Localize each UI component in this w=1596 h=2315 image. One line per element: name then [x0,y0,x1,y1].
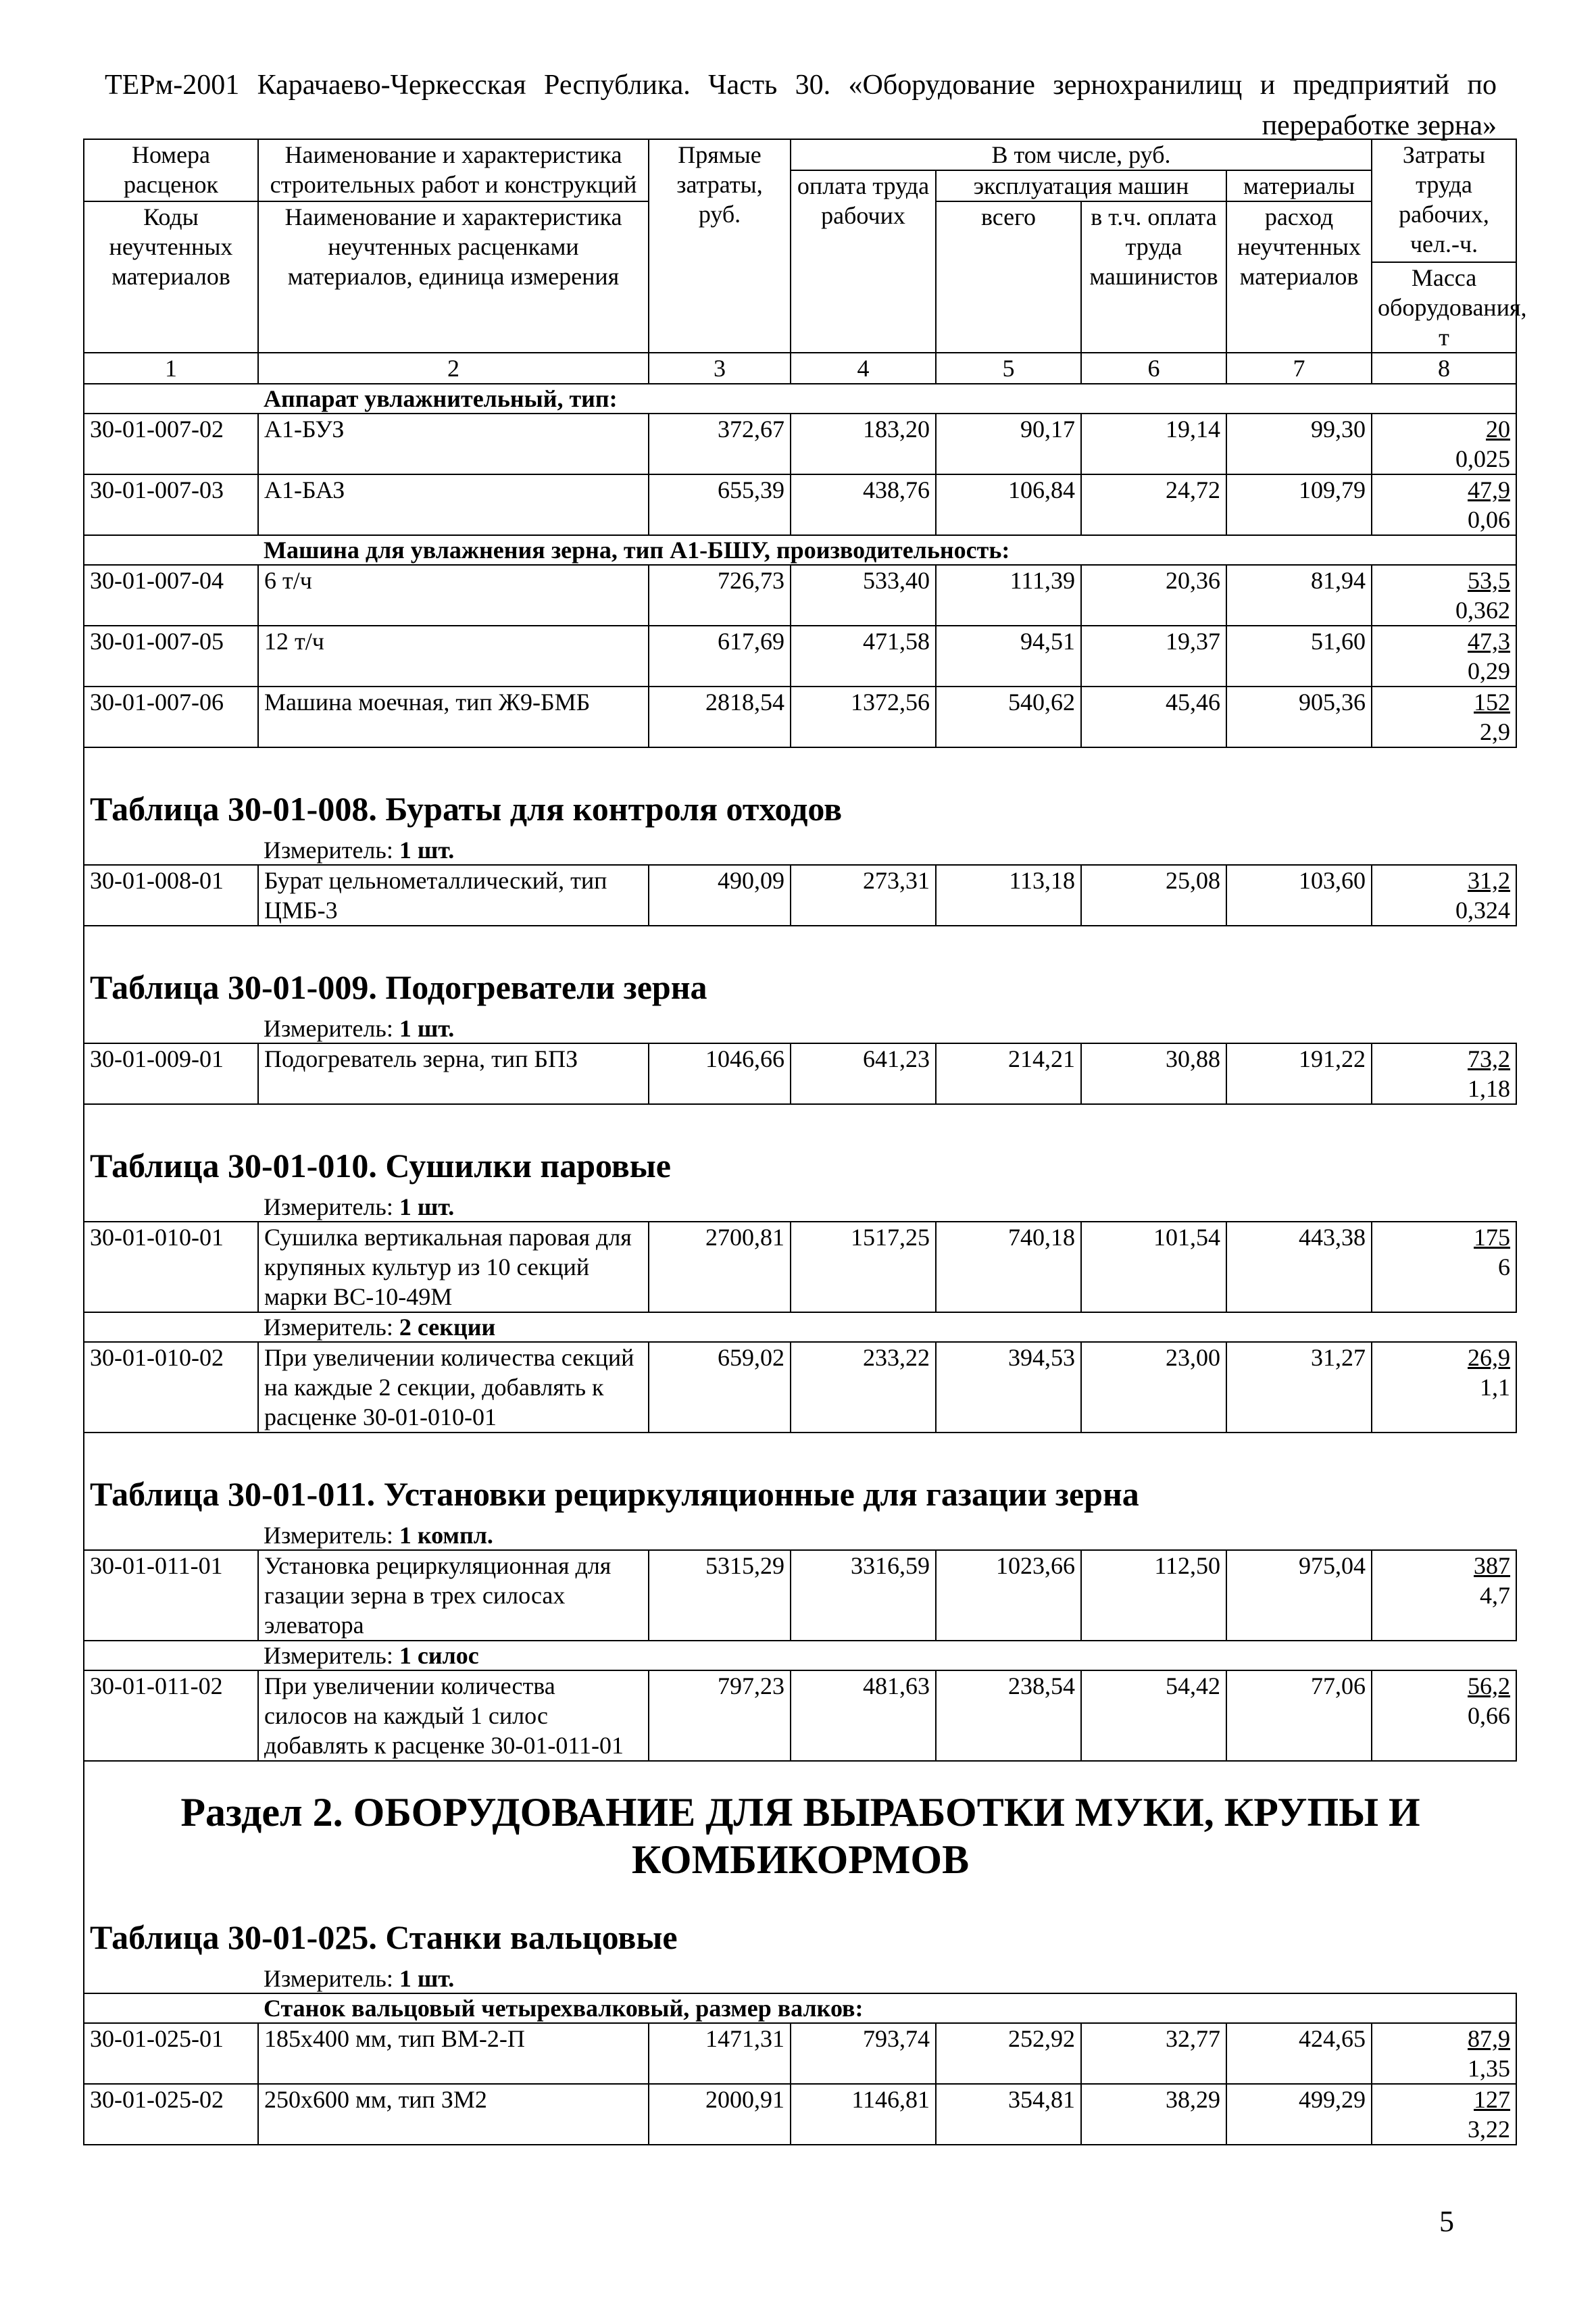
mass: 6 [1498,1253,1511,1280]
labor-pay: 183,20 [791,414,936,474]
operators-pay: 24,72 [1081,474,1226,535]
mass: 0,324 [1455,897,1511,924]
machines-total: 252,92 [936,2023,1081,2084]
table-row [84,2084,1516,2145]
header-labor-pay: оплата труда рабочих [791,170,936,353]
labor-mass [1372,1043,1516,1104]
table-title: Таблица 30-01-008. Бураты для контроля отходов [84,747,1516,836]
materials: 109,79 [1226,474,1372,535]
page-header: ТЕРм-2001 Карачаево-Черкесская Республика. Часть 30. «Оборудование зернохранилищ и предприятий по переработке зерна» [105,70,1497,141]
table-title: Таблица 30-01-025. Станки вальцовые [84,1897,1516,1964]
labor-mass [1372,1550,1516,1641]
direct-cost: 490,09 [649,865,791,926]
rates-table-wrapper [83,139,1527,2145]
operators-pay: 20,36 [1081,565,1226,626]
table-title: Таблица 30-01-009. Подогреватели зерна [84,926,1516,1014]
materials: 103,60 [1226,865,1372,926]
machines-total: 238,54 [936,1670,1081,1761]
direct-cost: 797,23 [649,1670,791,1761]
materials: 99,30 [1226,414,1372,474]
labor-mass [1372,2023,1516,2084]
col-number: 8 [1372,353,1516,384]
machines-total: 113,18 [936,865,1081,926]
table-row [84,565,1516,626]
measure-unit: Измеритель: 1 силос [264,1642,479,1669]
direct-cost: 1471,31 [649,2023,791,2084]
labor-hours: 31,2 [1468,867,1511,894]
labor-pay: 1517,25 [791,1222,936,1312]
labor-pay: 1146,81 [791,2084,936,2145]
operators-pay: 45,46 [1081,687,1226,747]
col-number: 3 [649,353,791,384]
mass: 3,22 [1468,2116,1511,2143]
materials: 191,22 [1226,1043,1372,1104]
rate-name: При увеличении количества секций на каждые 2 секции, добавлять к расценке 30-01-010-01 [258,1342,649,1433]
rate-name: 185х400 мм, тип ВМ-2-П [258,2023,649,2084]
table-row [84,2023,1516,2084]
mass: 0,025 [1455,445,1511,472]
materials: 905,36 [1226,687,1372,747]
col-number: 5 [936,353,1081,384]
labor-mass [1372,414,1516,474]
labor-hours: 127 [1474,2086,1511,2113]
operators-pay: 25,08 [1081,865,1226,926]
labor-mass [1372,626,1516,687]
table-row [84,687,1516,747]
materials: 77,06 [1226,1670,1372,1761]
table-row [84,1550,1516,1641]
mass: 0,66 [1468,1702,1511,1729]
materials: 81,94 [1226,565,1372,626]
header-materials: материалы [1226,170,1372,201]
direct-cost: 2000,91 [649,2084,791,2145]
operators-pay: 112,50 [1081,1550,1226,1641]
rate-name: 250х600 мм, тип ЗМ2 [258,2084,649,2145]
col-number: 1 [84,353,258,384]
rate-code: 30-01-025-01 [84,2023,258,2084]
materials: 443,38 [1226,1222,1372,1312]
header-material-codes: Коды неучтенных материалов [84,201,258,353]
mass: 0,06 [1468,506,1511,533]
mass: 4,7 [1480,1582,1511,1609]
machines-total: 740,18 [936,1222,1081,1312]
labor-hours: 56,2 [1468,1672,1511,1699]
labor-pay: 471,58 [791,626,936,687]
direct-cost: 1046,66 [649,1043,791,1104]
operators-pay: 19,37 [1081,626,1226,687]
table-row [84,474,1516,535]
labor-pay: 793,74 [791,2023,936,2084]
direct-cost: 372,67 [649,414,791,474]
labor-hours: 20 [1486,416,1511,443]
labor-mass [1372,565,1516,626]
rate-code: 30-01-008-01 [84,865,258,926]
mass: 0,29 [1468,657,1511,684]
machines-total: 106,84 [936,474,1081,535]
rate-name: Бурат цельнометаллический, тип ЦМБ-3 [258,865,649,926]
group-heading: Станок вальцовый четырехвалковый, размер валков: [258,1993,1516,2023]
rate-name: Сушилка вертикальная паровая для крупяных культур из 10 секций марки ВС-10-49М [258,1222,649,1312]
col-number: 2 [258,353,649,384]
direct-cost: 2700,81 [649,1222,791,1312]
labor-pay: 273,31 [791,865,936,926]
table-title: Таблица 30-01-010. Сушилки паровые [84,1104,1516,1193]
measure-unit: Измеритель: 1 шт. [264,1193,455,1220]
labor-hours: 47,3 [1468,628,1511,655]
labor-pay: 438,76 [791,474,936,535]
rate-name: Установка рециркуляционная для газации зерна в трех силосах элеватора [258,1550,649,1641]
materials: 51,60 [1226,626,1372,687]
operators-pay: 19,14 [1081,414,1226,474]
group-heading: Машина для увлажнения зерна, тип А1-БШУ, производительность: [258,535,1516,565]
direct-cost: 5315,29 [649,1550,791,1641]
header-machines: эксплуатация машин [936,170,1226,201]
rate-code: 30-01-007-06 [84,687,258,747]
rate-name: Подогреватель зерна, тип БПЗ [258,1043,649,1104]
labor-mass [1372,865,1516,926]
header-work-name: Наименование и характеристика строительных работ и конструкций [258,139,649,201]
table-row [84,1043,1516,1104]
mass: 1,35 [1468,2055,1511,2082]
rate-name: Машина моечная, тип Ж9-БМБ [258,687,649,747]
rate-code: 30-01-007-03 [84,474,258,535]
operators-pay: 30,88 [1081,1043,1226,1104]
rate-name: При увеличении количества силосов на каждый 1 силос добавлять к расценке 30-01-011-01 [258,1670,649,1761]
measure-unit: Измеритель: 1 компл. [264,1522,493,1549]
mass: 0,362 [1455,597,1511,624]
rate-code: 30-01-009-01 [84,1043,258,1104]
machines-total: 214,21 [936,1043,1081,1104]
labor-mass [1372,687,1516,747]
measure-unit: Измеритель: 1 шт. [264,1015,455,1042]
col-number: 6 [1081,353,1226,384]
direct-cost: 655,39 [649,474,791,535]
page-number: 5 [1439,2205,1454,2238]
labor-pay: 533,40 [791,565,936,626]
col-number: 7 [1226,353,1372,384]
header-materials-usage: расход неучтенных материалов [1226,201,1372,353]
labor-hours: 387 [1474,1552,1511,1579]
header-material-names: Наименование и характеристика неучтенных расценками материалов, единица измерения [258,201,649,353]
mass: 1,18 [1468,1075,1511,1102]
table-row [84,1670,1516,1761]
table-row [84,1342,1516,1433]
machines-total: 94,51 [936,626,1081,687]
rate-code: 30-01-011-01 [84,1550,258,1641]
labor-pay: 641,23 [791,1043,936,1104]
labor-pay: 1372,56 [791,687,936,747]
materials: 31,27 [1226,1342,1372,1433]
measure-unit: Измеритель: 2 секции [264,1314,496,1341]
header-labor-cost: Затраты труда рабочих, чел.-ч. [1372,139,1516,262]
operators-pay: 101,54 [1081,1222,1226,1312]
labor-mass [1372,474,1516,535]
col-number: 4 [791,353,936,384]
rate-code: 30-01-007-04 [84,565,258,626]
rate-code: 30-01-025-02 [84,2084,258,2145]
rate-name: А1-БУЗ [258,414,649,474]
labor-mass [1372,1342,1516,1433]
direct-cost: 659,02 [649,1342,791,1433]
operators-pay: 38,29 [1081,2084,1226,2145]
labor-hours: 152 [1474,689,1511,716]
rate-code: 30-01-011-02 [84,1670,258,1761]
measure-unit: Измеритель: 1 шт. [264,1965,455,1992]
header-including: В том числе, руб. [791,139,1372,170]
rate-name: А1-БАЗ [258,474,649,535]
group-heading: Аппарат увлажнительный, тип: [258,384,1516,414]
rates-table [83,139,1527,2145]
measure-unit: Измеритель: 1 шт. [264,837,455,864]
header-machines-total: всего [936,201,1081,353]
mass: 1,1 [1480,1374,1511,1401]
machines-total: 90,17 [936,414,1081,474]
labor-hours: 87,9 [1468,2025,1511,2052]
labor-pay: 233,22 [791,1342,936,1433]
labor-mass [1372,2084,1516,2145]
table-row [84,1222,1516,1312]
labor-hours: 73,2 [1468,1045,1511,1072]
labor-pay: 481,63 [791,1670,936,1761]
labor-mass [1372,1670,1516,1761]
labor-mass [1372,1222,1516,1312]
labor-hours: 53,5 [1468,567,1511,594]
machines-total: 1023,66 [936,1550,1081,1641]
table-title: Таблица 30-01-011. Установки рециркуляционные для газации зерна [84,1433,1516,1521]
direct-cost: 617,69 [649,626,791,687]
direct-cost: 726,73 [649,565,791,626]
rate-name: 6 т/ч [258,565,649,626]
direct-cost: 2818,54 [649,687,791,747]
machines-total: 354,81 [936,2084,1081,2145]
rate-code: 30-01-010-02 [84,1342,258,1433]
materials: 975,04 [1226,1550,1372,1641]
table-row [84,865,1516,926]
section-title: Раздел 2. ОБОРУДОВАНИЕ ДЛЯ ВЫРАБОТКИ МУКИ, КРУПЫ И КОМБИКОРМОВ [84,1761,1516,1897]
header-rate-numbers: Номера расценок [84,139,258,201]
materials: 499,29 [1226,2084,1372,2145]
operators-pay: 32,77 [1081,2023,1226,2084]
rate-code: 30-01-007-05 [84,626,258,687]
table-row [84,414,1516,474]
header-operators-pay: в т.ч. оплата труда машинистов [1081,201,1226,353]
rate-name: 12 т/ч [258,626,649,687]
operators-pay: 23,00 [1081,1342,1226,1433]
table-row [84,626,1516,687]
labor-hours: 47,9 [1468,476,1511,503]
rate-code: 30-01-010-01 [84,1222,258,1312]
mass: 2,9 [1480,718,1511,745]
rate-code: 30-01-007-02 [84,414,258,474]
header-direct-costs: Прямые затраты, руб. [649,139,791,353]
machines-total: 394,53 [936,1342,1081,1433]
labor-hours: 26,9 [1468,1344,1511,1371]
labor-hours: 175 [1474,1224,1511,1251]
header-mass: Масса оборудования, т [1372,262,1516,353]
materials: 424,65 [1226,2023,1372,2084]
machines-total: 540,62 [936,687,1081,747]
machines-total: 111,39 [936,565,1081,626]
labor-pay: 3316,59 [791,1550,936,1641]
operators-pay: 54,42 [1081,1670,1226,1761]
